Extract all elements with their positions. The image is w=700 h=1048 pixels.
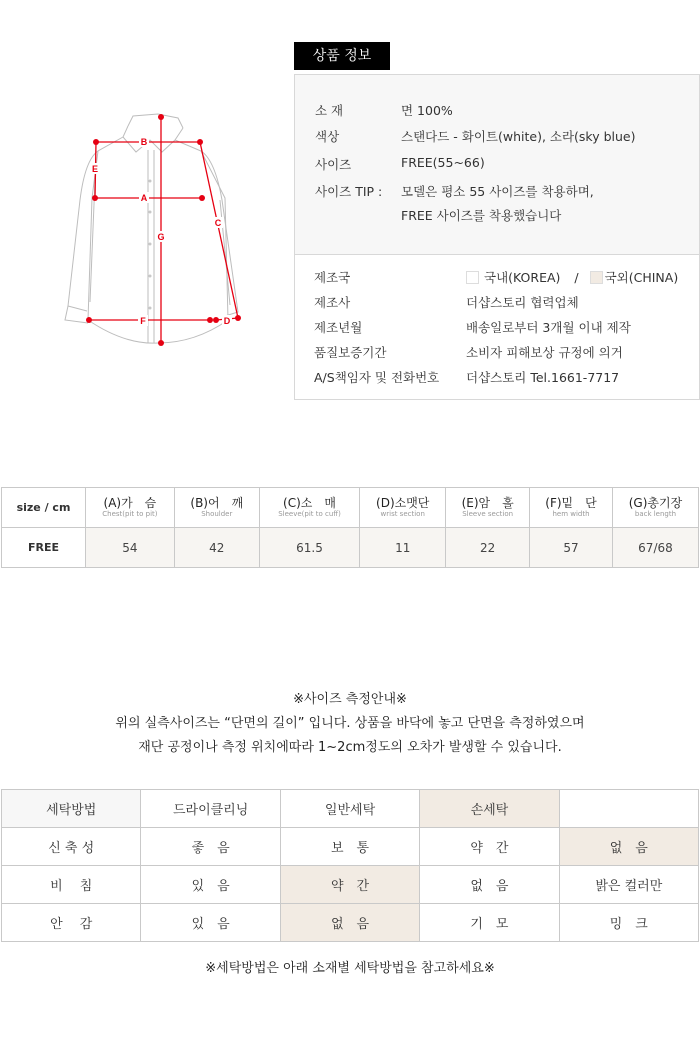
size-value-sleeve: 61.5 [259, 528, 360, 568]
origin-options [466, 268, 678, 286]
detail-value: 소비자 피해보상 규정에 의거 [466, 345, 623, 360]
wash-cell: 일반세탁 [280, 790, 419, 828]
checkbox-korea [466, 271, 479, 284]
detail-value: 더샵스토리 Tel.1661-7717 [466, 370, 620, 385]
svg-text:B: B [140, 137, 148, 147]
svg-text:D: D [223, 316, 231, 326]
detail-label: 품질보증기간 [314, 345, 387, 360]
svg-text:F: F [140, 316, 146, 326]
column-header-sleeve: (C)소 매 Sleeve(pit to cuff) [259, 488, 360, 528]
wash-row-sheerness [2, 866, 699, 904]
spec-label: 사이즈 TIP : [315, 184, 383, 199]
product-info-box [294, 74, 700, 400]
wash-cell-selected: 없 음 [559, 828, 698, 866]
spec-value: 모델은 평소 55 사이즈를 착용하며, [401, 184, 594, 199]
size-label: FREE [2, 528, 86, 568]
spec-label: 색상 [315, 129, 340, 144]
column-header-length: (G)총기장 back length [612, 488, 698, 528]
wash-row-label: 안 감 [2, 904, 141, 942]
wash-row-label: 신 축 성 [2, 828, 141, 866]
spec-label: 소 재 [315, 103, 344, 118]
wash-row-label: 비 침 [2, 866, 141, 904]
origin-china: 국외(CHINA) [604, 270, 679, 285]
size-value-hem: 57 [530, 528, 613, 568]
wash-footer-note: ※세탁방법은 아래 소재별 세탁방법을 참고하세요※ [205, 961, 495, 976]
spec-value: FREE(55~66) [401, 155, 485, 170]
size-value-length: 67/68 [612, 528, 698, 568]
wash-cell: 드라이클리닝 [141, 790, 280, 828]
column-header-wrist: (D)소맷단 wrist section [360, 488, 446, 528]
spec-value: 면 100% [401, 103, 453, 118]
size-value-wrist: 11 [360, 528, 446, 568]
spec-value: 스탠다드 - 화이트(white), 소라(sky blue) [401, 129, 636, 144]
wash-row-lining [2, 904, 699, 942]
wash-cell: 있 음 [141, 866, 280, 904]
origin-korea: 국내(KOREA) [484, 270, 561, 285]
column-header-hem: (F)밑 단 hem width [530, 488, 613, 528]
measurement-notice [0, 688, 700, 760]
origin-separator: / [574, 270, 579, 285]
wash-cell: 기 모 [420, 904, 559, 942]
wash-cell: 밍 크 [559, 904, 698, 942]
svg-text:A: A [140, 193, 148, 203]
column-header-shoulder: (B)어 깨 Shoulder [174, 488, 259, 528]
shirt-outline-icon [65, 114, 238, 343]
size-table-header-row [2, 488, 699, 528]
size-table-row [2, 528, 699, 568]
wash-cell: 약 간 [420, 828, 559, 866]
svg-text:E: E [91, 164, 99, 174]
wash-care-table [1, 789, 699, 942]
svg-text:C: C [214, 218, 222, 228]
notice-title: ※사이즈 측정안내※ [293, 692, 407, 707]
spec-value: FREE 사이즈를 착용했습니다 [401, 208, 562, 223]
size-value-armhole: 22 [446, 528, 530, 568]
detail-label: 제조년월 [314, 320, 363, 335]
wash-cell: 좋 음 [141, 828, 280, 866]
detail-value: 더샵스토리 협력업체 [466, 295, 579, 310]
detail-label: A/S책임자 및 전화번호 [314, 370, 440, 385]
product-info-title: 상품 정보 [294, 42, 390, 70]
wash-cell-selected: 약 간 [280, 866, 419, 904]
shirt-measurement-diagram [60, 110, 270, 360]
svg-text:G: G [157, 232, 165, 242]
wash-cell: 없 음 [420, 866, 559, 904]
measurement-points [86, 114, 241, 346]
size-table-corner: size / cm [2, 488, 86, 528]
notice-line-2: 재단 공정이나 측정 위치에따라 1~2cm정도의 오차가 발생할 수 있습니다. [138, 740, 562, 755]
detail-value: 배송일로부터 3개월 이내 제작 [466, 320, 631, 335]
size-value-chest: 54 [86, 528, 175, 568]
wash-row-label: 세탁방법 [2, 790, 141, 828]
wash-cell: 있 음 [141, 904, 280, 942]
spec-label: 사이즈 [315, 157, 352, 172]
size-value-shoulder: 42 [174, 528, 259, 568]
wash-cell-selected: 손세탁 [420, 790, 559, 828]
detail-label: 제조국 [314, 270, 351, 285]
wash-cell-selected: 없 음 [280, 904, 419, 942]
column-header-armhole: (E)암 홀 Sleeve section [446, 488, 530, 528]
notice-line-1: 위의 실측사이즈는 “단면의 길이” 입니다. 상품을 바닥에 놓고 단면을 측정하였으며 [115, 716, 585, 731]
wash-row-method [2, 790, 699, 828]
wash-row-stretch [2, 828, 699, 866]
size-table [1, 487, 699, 568]
checkbox-china-selected [590, 271, 603, 284]
wash-cell [559, 790, 698, 828]
column-header-chest: (A)가 슴 Chest(pit to pit) [86, 488, 175, 528]
wash-cell: 보 통 [280, 828, 419, 866]
product-specs-panel [295, 75, 699, 255]
wash-cell: 밝은 컬러만 [559, 866, 698, 904]
detail-label: 제조사 [314, 295, 351, 310]
